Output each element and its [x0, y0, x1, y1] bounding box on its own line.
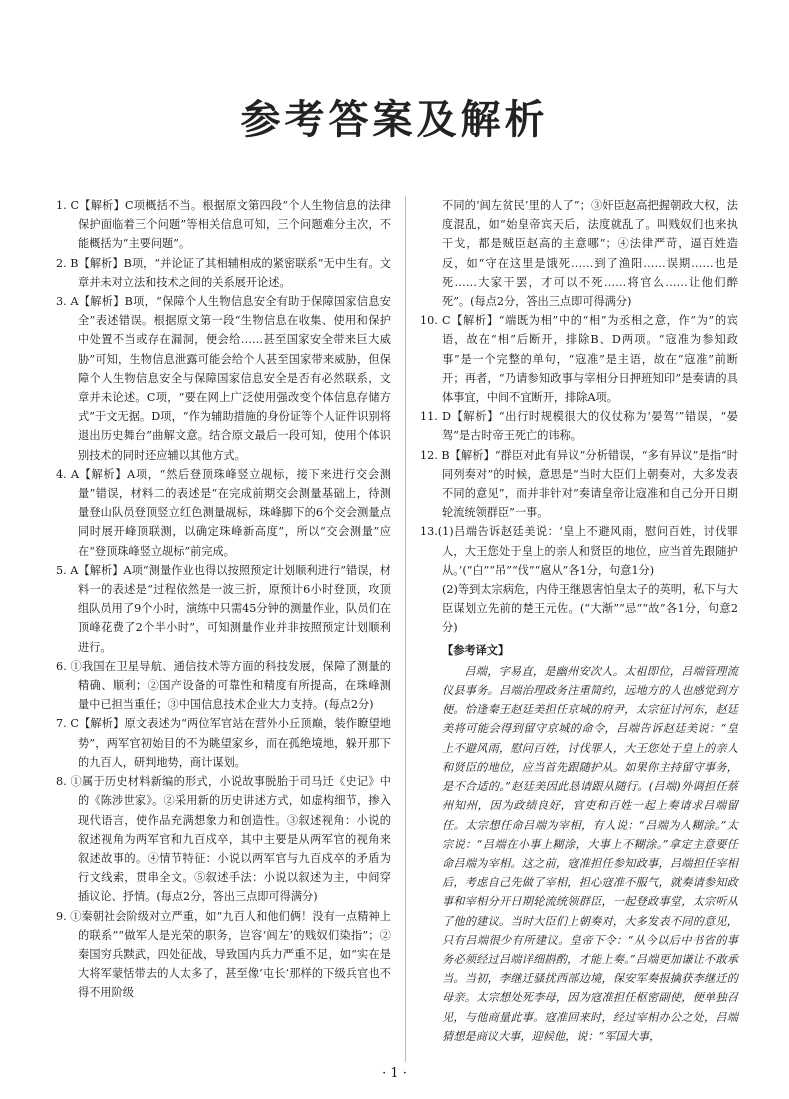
answer-13-number: 13. — [420, 525, 438, 539]
answer-10: 10. C【解析】“端既为相”中的“相”为丞相之意，作“为”的宾语，故在“相”后断开，排除B、D两项。“寇准为参知政事”是一个完整的单句，“寇准”是主语，故在“寇准”前断开；再者，“乃请参知政事与宰相分日押班知印”是奏请的具体事宜，中间不宜断开，排除A项。 — [420, 314, 738, 405]
page-title: 参考答案及解析 — [240, 97, 549, 143]
answer-1: 1. C【解析】C项概括不当。根据原文第四段“个人生物信息的法律保护面临着三个问题”等相关信息可知，三个问题难分主次，不能概括为“主要问题”。 — [56, 199, 391, 251]
answer-6: 6. ①我国在卫星导航、通信技术等方面的科技发展，保障了测量的精确、顺利；②国产设备的可靠性和精度有所提高，在珠峰测量中已担当重任；③中国信息技术企业大力支持。(每点2分) — [56, 659, 391, 712]
page-number: · 1 · — [382, 1066, 407, 1081]
translation-heading: 【参考译文】 — [442, 643, 510, 657]
translation-text: 吕端，字易直，是幽州安次人。太祖即位，吕端管理流仪县事务。吕端治理政务注重简约，远地方的人也感觉到方便。恰逢秦王赵廷美担任京城的府尹，太宗征讨河东，赵廷美将可能会得到留守京城的命令，吕端告诉赵廷美说：“皇上不避风雨，慰问百姓，讨伐罪人，大王您处于皇上的亲人和贤臣的地位，应当首先跟随护从。如果你主持留守事务，是不合适的。”赵廷美因此恳请跟从随行。(吕端)外调担任蔡州知州，因为政绩良好，官吏和百姓一起上奏请求吕端留任。太宗想任命吕端为宰相，有人说：“吕端为人糊涂。”太宗说：“吕端在小事上糊涂，大事上不糊涂。”拿定主意要任命吕端为宰相。这之前，寇准担任参知政事，吕端担任宰相后，考虑自己先做了宰相，担心寇准不服气，就奏请参知政事和宰相分开日期轮流统领群臣，一起登政事堂，太宗听从了他的建议。当时大臣们上朝奏对，大多发表不同的意见，只有吕端很少有所建议。皇帝下令：“从今以后中书省的事务必须经过吕端详细斟酌，才能上奏。”吕端更加谦让不敢承当。当初，李继迁骚扰西部边境，保安军奏报擒获李继迁的母亲。太宗想处死李母，因为寇准担任枢密副使，便单独召见，与他商量此事。寇准回来时，经过宰相办公之处，吕端猜想是商议大事，迎候他，说：“军国大事， — [442, 664, 738, 1043]
answer-9-continued: 不同的‘闾左贫民’里的人了”；③奸臣赵高把握朝政大权，法度混乱，如“始皇帝宾天后，法度就乱了。叫贱奴们也来执干戈，都是贼臣赵高的主意哪”；④法律严苛，逼百姓造反，如“守在这里是饿死……到了渔阳……误期……也是死……大家干罢，才可以不死……将官么……让他们醉死”。(每点2分，答出三点即可得满分) — [442, 199, 738, 309]
column-divider — [405, 196, 406, 1062]
right-column — [420, 196, 738, 1046]
answer-13-part-1-text: (1)吕端告诉赵廷美说：‘皇上不避风雨，慰问百姓，讨伐罪人，大王您处于皇上的亲人和贤臣的地位，应当首先跟随护从。’(“白”“吊”“伐”“扈从”各1分，句意1分) — [437, 525, 738, 577]
answer-5: 5. A【解析】A项“测量作业也得以按照预定计划顺利进行”错误，材料一的表述是“过程依然是一波三折，原预计6小时登顶，攻顶组队员用了9个小时，演练中只需45分钟的测量作业，队员们在顶峰花费了2个半小时”，可知测量作业并非按照预定计划顺利进行。 — [56, 563, 391, 654]
answer-13-part-1 — [420, 522, 738, 580]
answer-8: 8. ①属于历史材料新编的形式，小说故事脱胎于司马迁《史记》中的《陈涉世家》。②采用新的历史讲述方式，如虚构细节，掺入现代语言，使作品充满想象力和创造性。③叙述视角：小说的叙述视角为两军官和九百戍卒，其中主要是从两军官的视角来叙述故事的。④情节特征：小说以两军官与九百戍卒的矛盾为行文线索，贯串全文。⑤叙述手法：小说以叙述为主，中间穿插议论、抒情。(每点2分，答出三点即可得满分) — [56, 775, 391, 904]
answer-2: 2. B【解析】B项，“并论证了其相辅相成的紧密联系”无中生有。文章并未对立法和技术之间的关系展开论述。 — [56, 256, 391, 289]
answer-3: 3. A【解析】B项，“保障个人生物信息安全有助于保障国家信息安全”表述错误。根据原文第一段“生物信息在收集、使用和保护中处置不当或存在漏洞，便会给……甚至国家安全带来巨大威胁”可知，生物信息泄露可能会给个人甚至国家带来威胁，但保障个人生物信息安全与保障国家信息安全是否有必然联系，文章并未论述。C项，“要在网上广泛使用强改变个体信息存储方式”于文无据。D项，“作为辅助措施的身份证等个人证件识别将退出历史舞台”曲解文意。结合原文最后一段可知，使用个体识别技术的同时还应辅以其他方式。 — [56, 295, 391, 462]
answer-7: 7. C【解析】原文表述为“两位军官站在营外小丘顶巅，装作瞭望地势”，两军官初始目的不为眺望家乡，而在孤绝境地，躲开那下的九百人，研判地势，商计谋划。 — [56, 717, 391, 769]
answer-9: 9. ①秦朝社会阶级对立严重，如“九百人和他们俩！没有一点精神上的联系”“做军人是光荣的职务，岂容‘闾左’的贱奴们染指”；②秦国穷兵黩武，四处征战，导致国内兵力严重不足，如“实在是大将军蒙恬带去的人太多了，甚至像‘屯长’那样的下级兵官也不得不用阶级 — [56, 909, 391, 1000]
answer-13-part-2: (2)等到太宗病危，内侍王继恩害怕皇太子的英明，私下与大臣谋划立先前的楚王元佐。(“大渐”“忌”“故”各1分，句意2分) — [442, 583, 738, 635]
answer-12: 12. B【解析】“群臣对此有异议”分析错误，“多有异议”是指“时同列奏对”的时候，意思是“当时大臣们上朝奏对，大多发表不同的意见”，而并非针对“奏请皇帝让寇准和自己分开日期轮流统领群臣”一事。 — [420, 448, 738, 520]
answer-11: 11. D【解析】“出行时规模很大的仪仗称为‘晏驾’”错误，“晏驾”是古时帝王死亡的讳称。 — [420, 410, 738, 443]
answer-4: 4. A【解析】A项，“然后登顶珠峰竖立觇标，接下来进行交会测量”错误，材料二的表述是“在完成前期交会测量基础上，待测量登山队员登顶竖立红色测量觇标，珠峰脚下的6个交会测量点同时展开峰顶联测，以确定珠峰新高度”，所以“交会测量”应在“登顶珠峰竖立觇标”前完成。 — [56, 467, 391, 558]
left-column — [56, 196, 391, 1003]
